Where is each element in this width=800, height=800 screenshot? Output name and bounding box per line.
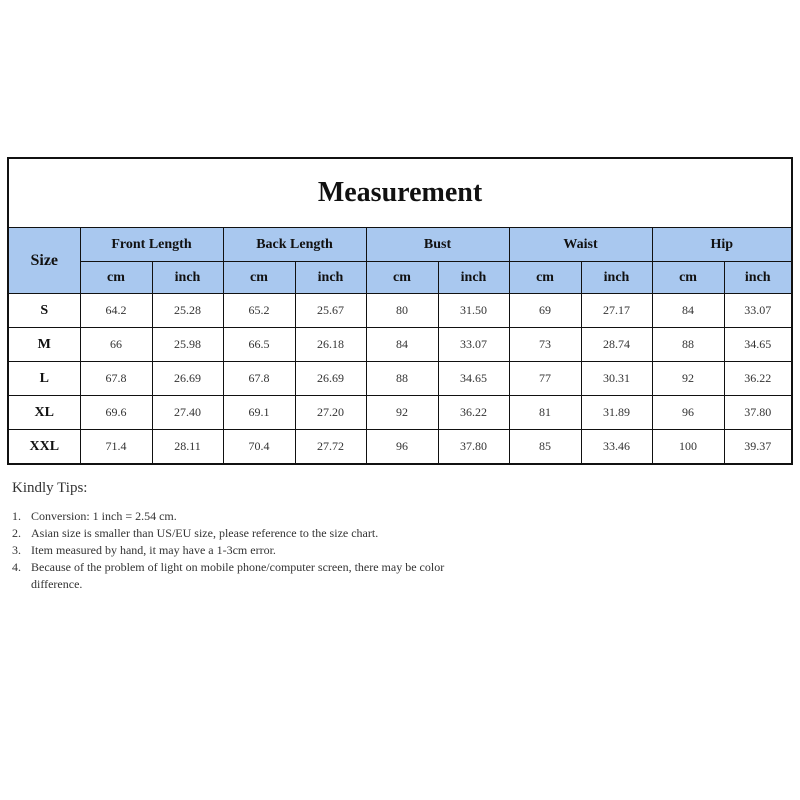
unit-header-inch: inch [152, 262, 223, 294]
list-item [12, 542, 572, 559]
table-cell: 69 [509, 294, 581, 328]
group-header-front-length: Front Length [80, 228, 223, 262]
list-item-text: Because of the problem of light on mobile phone/computer screen, there may be color difference. [31, 560, 445, 591]
list-item-number: 1. [12, 509, 21, 523]
unit-header-inch: inch [581, 262, 652, 294]
table-cell: 34.65 [438, 362, 509, 396]
table-cell: 27.17 [581, 294, 652, 328]
unit-header-inch: inch [724, 262, 791, 294]
unit-header-row [9, 262, 791, 294]
table-cell: 27.72 [295, 430, 366, 464]
table-cell: 31.89 [581, 396, 652, 430]
size-cell: S [9, 294, 80, 328]
table-cell: 67.8 [223, 362, 295, 396]
list-item-text: Item measured by hand, it may have a 1-3cm error. [31, 543, 276, 557]
table-cell: 69.1 [223, 396, 295, 430]
table-cell: 80 [366, 294, 438, 328]
list-item [12, 508, 572, 525]
size-table [9, 228, 791, 463]
list-item-number: 4. [12, 560, 21, 574]
table-cell: 33.46 [581, 430, 652, 464]
unit-header-cm: cm [652, 262, 724, 294]
table-cell: 31.50 [438, 294, 509, 328]
table-cell: 26.69 [295, 362, 366, 396]
list-item-text: Conversion: 1 inch = 2.54 cm. [31, 509, 177, 523]
group-header-back-length: Back Length [223, 228, 366, 262]
table-cell: 28.11 [152, 430, 223, 464]
kindly-tips [12, 480, 572, 593]
size-header: Size [9, 228, 80, 294]
size-cell: XL [9, 396, 80, 430]
chart-title: Measurement [9, 159, 791, 228]
table-cell: 64.2 [80, 294, 152, 328]
tips-list [12, 508, 572, 593]
size-chart [7, 157, 793, 465]
table-cell: 92 [652, 362, 724, 396]
table-cell: 26.69 [152, 362, 223, 396]
table-cell: 25.98 [152, 328, 223, 362]
table-cell: 39.37 [724, 430, 791, 464]
table-row [9, 294, 791, 328]
table-cell: 77 [509, 362, 581, 396]
table-cell: 70.4 [223, 430, 295, 464]
unit-header-inch: inch [295, 262, 366, 294]
table-cell: 25.28 [152, 294, 223, 328]
table-cell: 73 [509, 328, 581, 362]
table-cell: 37.80 [724, 396, 791, 430]
table-cell: 96 [652, 396, 724, 430]
tips-title: Kindly Tips: [12, 480, 88, 496]
table-cell: 67.8 [80, 362, 152, 396]
table-cell: 84 [652, 294, 724, 328]
table-row [9, 328, 791, 362]
table-cell: 100 [652, 430, 724, 464]
table-cell: 69.6 [80, 396, 152, 430]
unit-header-cm: cm [80, 262, 152, 294]
list-item-number: 3. [12, 543, 21, 557]
list-item [12, 559, 572, 593]
table-cell: 28.74 [581, 328, 652, 362]
unit-header-cm: cm [366, 262, 438, 294]
table-cell: 36.22 [438, 396, 509, 430]
table-cell: 27.20 [295, 396, 366, 430]
table-cell: 88 [652, 328, 724, 362]
size-cell: M [9, 328, 80, 362]
table-cell: 71.4 [80, 430, 152, 464]
table-row [9, 362, 791, 396]
unit-header-inch: inch [438, 262, 509, 294]
table-cell: 92 [366, 396, 438, 430]
table-cell: 26.18 [295, 328, 366, 362]
table-cell: 96 [366, 430, 438, 464]
table-cell: 25.67 [295, 294, 366, 328]
size-cell: XXL [9, 430, 80, 464]
table-row [9, 430, 791, 464]
group-header-hip: Hip [652, 228, 791, 262]
table-cell: 84 [366, 328, 438, 362]
table-cell: 33.07 [724, 294, 791, 328]
table-cell: 27.40 [152, 396, 223, 430]
table-cell: 88 [366, 362, 438, 396]
table-cell: 66 [80, 328, 152, 362]
table-cell: 65.2 [223, 294, 295, 328]
list-item-number: 2. [12, 526, 21, 540]
table-cell: 66.5 [223, 328, 295, 362]
table-cell: 33.07 [438, 328, 509, 362]
table-cell: 85 [509, 430, 581, 464]
list-item-text: Asian size is smaller than US/EU size, please reference to the size chart. [31, 526, 379, 540]
unit-header-cm: cm [223, 262, 295, 294]
group-header-waist: Waist [509, 228, 652, 262]
unit-header-cm: cm [509, 262, 581, 294]
list-item [12, 525, 572, 542]
group-header-bust: Bust [366, 228, 509, 262]
table-cell: 36.22 [724, 362, 791, 396]
table-cell: 30.31 [581, 362, 652, 396]
table-row [9, 396, 791, 430]
size-cell: L [9, 362, 80, 396]
group-header-row [9, 228, 791, 262]
table-cell: 34.65 [724, 328, 791, 362]
table-cell: 81 [509, 396, 581, 430]
table-cell: 37.80 [438, 430, 509, 464]
